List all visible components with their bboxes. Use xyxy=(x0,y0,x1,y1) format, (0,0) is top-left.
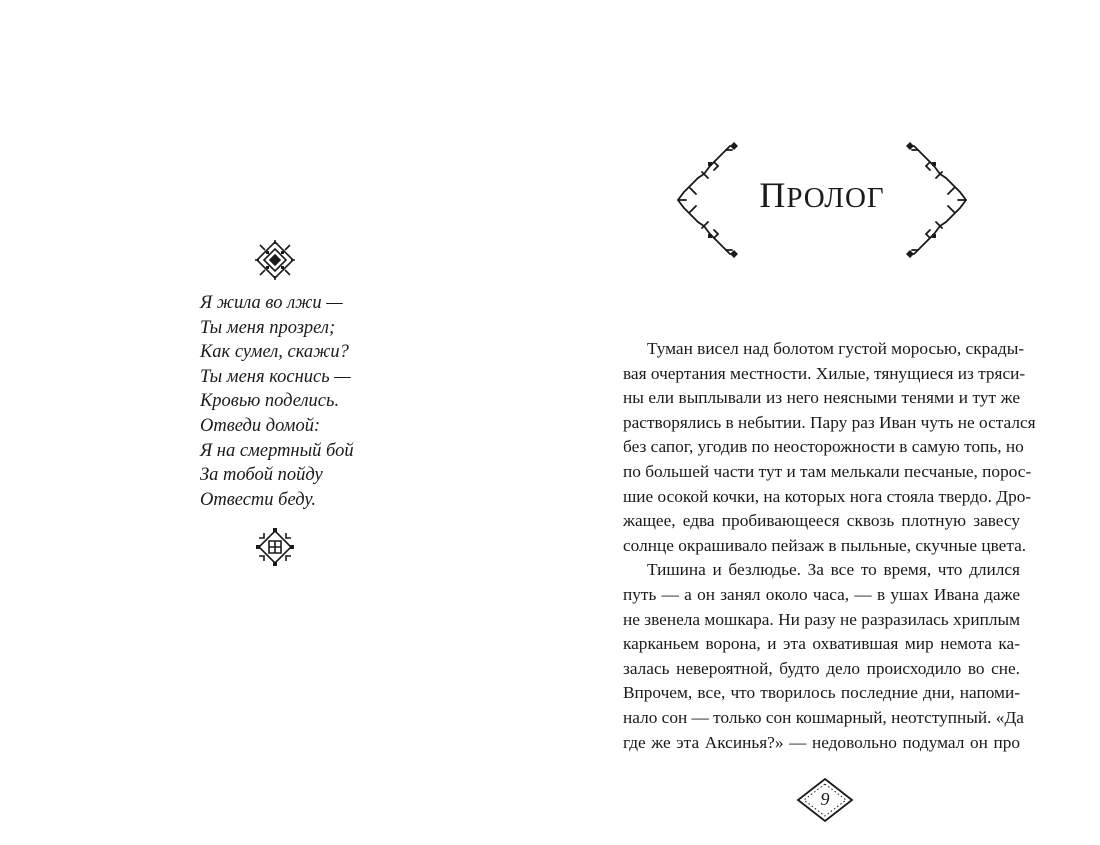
poem-line: Отведи домой: xyxy=(200,415,321,436)
text-line: карканьем ворона, и эта охватившая мир немота ка- xyxy=(623,634,1020,654)
chapter-title-initial: П xyxy=(759,175,787,215)
slavic-ornament-icon xyxy=(255,240,295,280)
text-line: ны ели выплывали из него неясными тенями и тут же xyxy=(623,388,1020,408)
text-line: залась невероятной, будто дело происходило во сне. xyxy=(623,658,1020,678)
poem-line: Отвести беду. xyxy=(200,489,317,510)
text-line: солнце окрашивало пейзаж в пыльные, скучные цвета. xyxy=(623,535,1027,555)
text-line: Тишина и безлюдье. За все то время, что длился xyxy=(647,560,1020,580)
slavic-ornament-icon xyxy=(256,528,294,566)
page-number-badge xyxy=(795,776,855,824)
page-number: 9 xyxy=(820,789,830,809)
text-line: путь — а он занял около часа, — в ушах Ивана даже xyxy=(623,584,1020,604)
epigraph-poem xyxy=(200,291,354,512)
paragraph xyxy=(623,337,1036,558)
chapter-title-rest: РОЛОГ xyxy=(786,182,885,214)
poem-line: Как сумел, скажи? xyxy=(200,342,349,363)
text-line: Туман висел над болотом густой моросью, скрады- xyxy=(647,339,1025,358)
text-line: по большей части тут и там мелькали песчаные, порос- xyxy=(623,461,1032,481)
text-line: нало сон — только сон кошмарный, неотступный. «Да xyxy=(623,707,1024,727)
text-line: растворялись в небытии. Пару раз Иван чуть не остался xyxy=(623,412,1036,432)
poem-line: Ты меня коснись — xyxy=(200,366,351,387)
chapter-title xyxy=(672,174,972,216)
poem-line: Я жила во лжи — xyxy=(200,293,343,313)
text-line: не звенела мошкара. Ни разу не разразилась хриплым xyxy=(623,609,1020,629)
poem-line: За тобой пойду xyxy=(200,465,323,486)
text-line: без сапог, угодив по неосторожности в самую топь, но xyxy=(623,437,1024,457)
text-line: шие осокой кочки, на которых нога стояла твердо. Дро- xyxy=(623,486,1032,506)
text-line: где же эта Аксинья?» — недовольно подумал он про xyxy=(623,732,1020,752)
poem-line: Кровью поделись. xyxy=(200,391,340,412)
chapter-title-frame xyxy=(672,138,972,263)
poem-line: Я на смертный бой xyxy=(200,440,354,461)
chapter-body xyxy=(623,337,1036,755)
paragraph xyxy=(623,558,1024,755)
poem-line: Ты меня прозрел; xyxy=(200,317,336,338)
text-line: вая очертания местности. Хилые, тянущиеся из тряси- xyxy=(623,363,1026,383)
text-line: жащее, едва пробивающееся сквозь плотную завесу xyxy=(623,511,1020,531)
text-line: Впрочем, все, что творилось последние дни, напоми- xyxy=(623,683,1020,703)
